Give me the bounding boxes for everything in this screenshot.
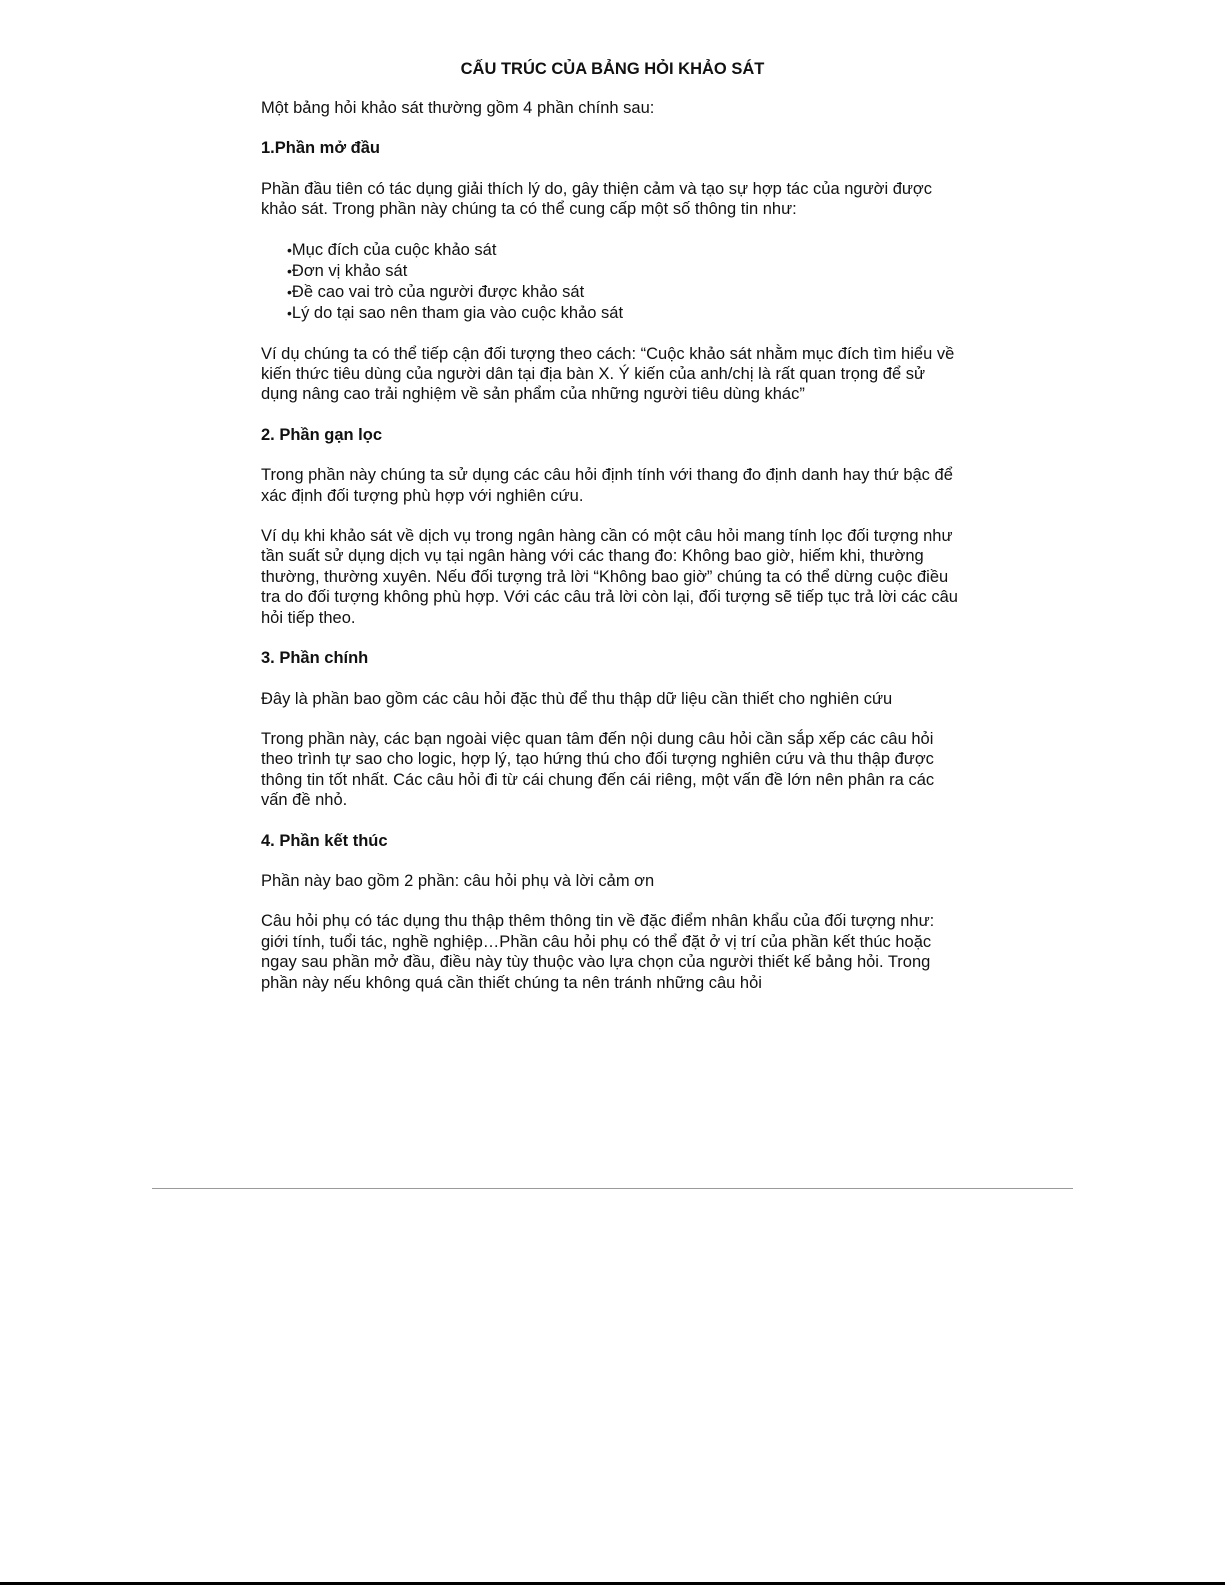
list-item — [287, 282, 961, 303]
section-heading-intro: 1.Phần mở đầu — [261, 139, 381, 158]
page-title: CẤU TRÚC CỦA BẢNG HỎI KHẢO SÁT — [460, 60, 765, 78]
section-paragraph: Phần này bao gồm 2 phần: câu hỏi phụ và lời cảm ơn — [261, 871, 655, 890]
intro-paragraph: Một bảng hỏi khảo sát thường gồm 4 phần chính sau: — [261, 99, 655, 117]
section-paragraph: Câu hỏi phụ có tác dụng thu thập thêm thông tin về đặc điểm nhân khẩu của đối tượng như: giới tính, tuổi tác, nghề nghiệp…Phần câu hỏi phụ có thể đặt ở vị trí của phần kết thúc hoặc ngay sau phần mở đầu, điều này tùy thuộc vào lựa chọn của người thiết kế bảng hỏi. Trong phần này nếu không quá cần thiết chúng ta nên tránh những câu hỏi — [261, 912, 935, 992]
list-item-text: Lý do tại sao nên tham gia vào cuộc khảo sát — [291, 303, 624, 322]
bullet-icon: • — [287, 304, 292, 321]
section-paragraph: Trong phần này chúng ta sử dụng các câu hỏi định tính với thang đo định danh hay thứ bậc để xác định đối tượng phù hợp với nghiên cứu. — [261, 466, 953, 505]
list-item — [287, 303, 961, 324]
list-item-text: Đề cao vai trò của người được khảo sát — [291, 282, 585, 301]
bullet-icon: • — [287, 262, 292, 279]
bullet-list — [261, 240, 961, 324]
section-heading-ending: 4. Phần kết thúc — [261, 831, 388, 850]
section-heading-main: 3. Phần chính — [261, 649, 369, 668]
example-paragraph: Ví dụ chúng ta có thể tiếp cận đối tượng theo cách: “Cuộc khảo sát nhằm mục đích tìm hiểu về kiến thức tiêu dùng của người dân tại địa bàn X. Ý kiến của anh/chị là rất quan trọng để sử dụng nâng cao trải nghiệm về sản phẩm của những người tiêu dùng khác” — [261, 344, 955, 404]
section-paragraph: Đây là phần bao gồm các câu hỏi đặc thù để thu thập dữ liệu cần thiết cho nghiên cứu — [261, 689, 893, 708]
list-item — [287, 261, 961, 282]
section-paragraph: Phần đầu tiên có tác dụng giải thích lý do, gây thiện cảm và tạo sự hợp tác của người được khảo sát. Trong phần này chúng ta có thể cung cấp một số thông tin như: — [261, 179, 932, 219]
section-heading-filter: 2. Phần gạn lọc — [261, 425, 383, 444]
section-paragraph: Trong phần này, các bạn ngoài việc quan tâm đến nội dung câu hỏi cần sắp xếp các câu hỏi theo trình tự sao cho logic, hợp lý, tạo hứng thú cho đối tượng nghiên cứu và thu thập được thông tin tốt nhất. Các câu hỏi đi từ cái chung đến cái riêng, một vấn đề lớn nên phân ra các vấn đề nhỏ. — [261, 729, 935, 810]
list-item — [287, 240, 961, 261]
bullet-icon: • — [287, 283, 292, 300]
list-item-text: Đơn vị khảo sát — [291, 261, 408, 280]
list-item-text: Mục đích của cuộc khảo sát — [291, 240, 497, 259]
bullet-icon: • — [287, 241, 292, 258]
document-body — [261, 98, 961, 1013]
example-paragraph: Ví dụ khi khảo sát về dịch vụ trong ngân hàng cần có một câu hỏi mang tính lọc đối tượng như tần suất sử dụng dịch vụ tại ngân hàng với các thang đo: Không bao giờ, hiếm khi, thường thường, thường xuyên. Nếu đối tượng trả lời “Không bao giờ” chúng ta có thể dừng cuộc điều tra do đối tượng không phù hợp. Với các câu trả lời còn lại, đối tượng sẽ tiếp tục trả lời các câu hỏi tiếp theo. — [261, 527, 958, 627]
page-divider — [152, 1188, 1073, 1189]
